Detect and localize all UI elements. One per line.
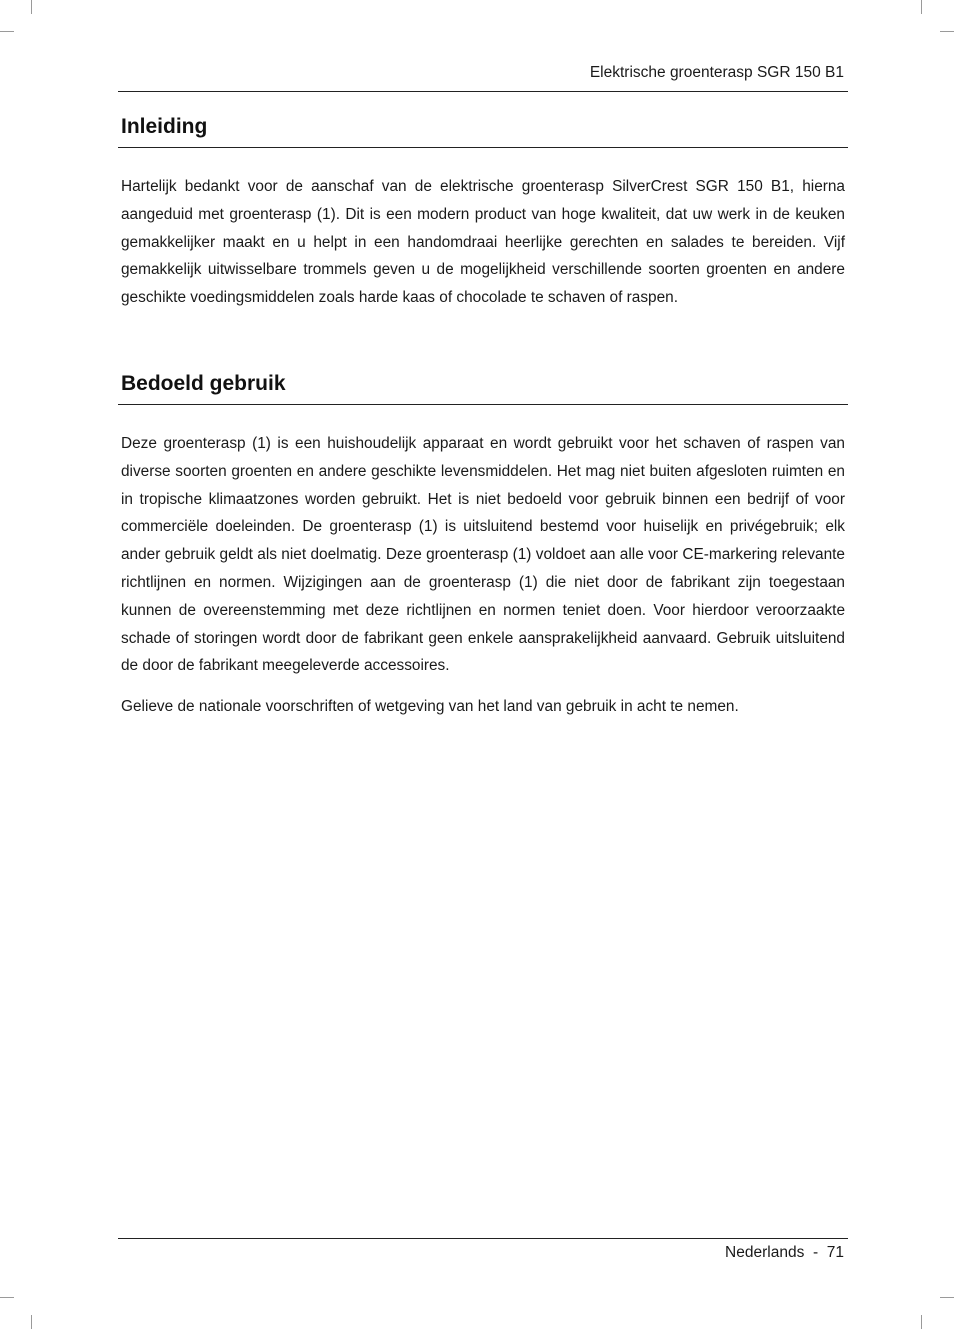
footer-language: Nederlands <box>725 1244 805 1261</box>
crop-mark-top-right-h <box>940 31 954 32</box>
section-heading-bedoeld-gebruik: Bedoeld gebruik <box>121 372 286 395</box>
crop-mark-bottom-right <box>921 1315 922 1329</box>
footer-rule <box>118 1238 848 1239</box>
crop-mark-bottom-left-h <box>0 1297 14 1298</box>
paragraph-regulations: Gelieve de nationale voorschriften of wetgeving van het land van gebruik in acht te nemen. <box>121 698 739 715</box>
crop-mark-top-right <box>921 0 922 14</box>
running-header: Elektrische groenterasp SGR 150 B1 <box>589 64 844 81</box>
footer-separator: - <box>812 1244 819 1261</box>
header-rule <box>118 91 848 92</box>
section-heading-inleiding: Inleiding <box>121 115 208 138</box>
paragraph-inleiding: Hartelijk bedankt voor de aanschaf van de elektrische groenterasp SilverCrest SGR 150 B1, hierna aangeduid met groenterasp (1). Dit is een modern product van hoge kwaliteit, dat uw werk in de keuken gemakkelijker maakt en u helpt in een handomdraai heerlijke gerechten en salades te bereiden. Vijf gemakkelijk uitwisselbare trommels geven u de mogelijkheid verschillende soorten groenten en andere geschikte voedingsmiddelen zoals harde kaas of chocolade te schaven of raspen. <box>121 178 845 307</box>
page-number: 71 <box>826 1244 844 1261</box>
paragraph-bedoeld-gebruik: Deze groenterasp (1) is een huishoudelijk apparaat en wordt gebruikt voor het schaven of raspen van diverse soorten groenten en andere geschikte levensmiddelen. Het mag niet buiten afgesloten ruimten en in tropische klimaatzones worden gebruikt. Het is niet bedoeld voor gebruik binnen een bedrijf of voor commerciële doeleinden. De groenterasp (1) is uitsluitend bestemd voor huiselijk en privégebruik; elk ander gebruik geldt als niet doelmatig. Deze groenterasp (1) voldoet aan alle voor CE-markering relevante richtlijnen en normen. Wijzigingen aan de groenterasp (1) die niet door de fabrikant zijn toegestaan kunnen de overeenstemming met deze richtlijnen en normen teniet doen. Voor hierdoor veroorzaakte schade of storingen wordt door de fabrikant geen enkele aansprakelijkheid aanvaard. Gebruik uitsluitend de door de fabrikant meegeleverde accessoires. <box>121 435 845 675</box>
crop-mark-bottom-right-h <box>940 1297 954 1298</box>
page-footer <box>725 1243 844 1263</box>
crop-mark-top-left <box>31 0 32 14</box>
crop-mark-top-left-h <box>0 31 14 32</box>
section-rule-bedoeld-gebruik <box>118 404 848 405</box>
crop-mark-bottom-left <box>31 1315 32 1329</box>
section-rule-inleiding <box>118 147 848 148</box>
